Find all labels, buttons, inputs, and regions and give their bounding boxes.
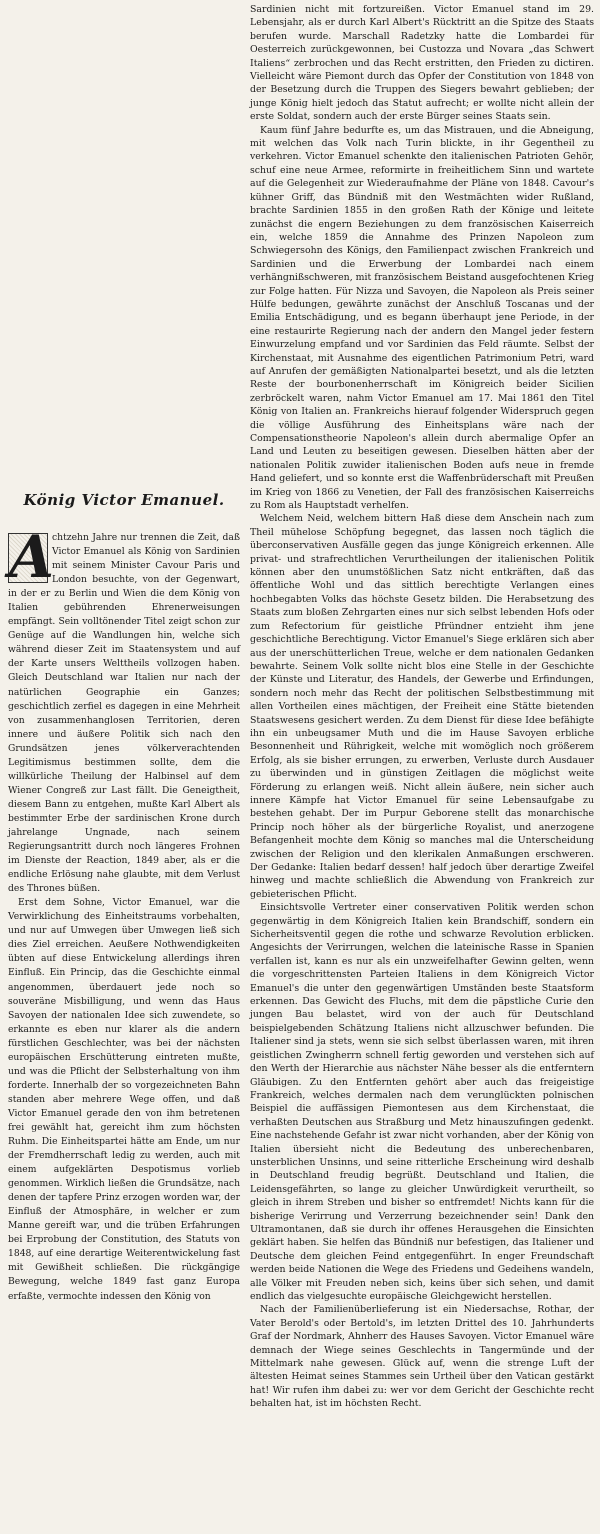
paragraph: Kaum fünf Jahre bedurfte es, um das Mistrauen, und die Abneigung, mit welchen das Volk nach Turin blickte, in ihr Gegentheil zu verkehren. Victor Emanuel schenkte den italienischen Patrioten Gehör, schuf eine neue Armee, reformirte in freiheitlichem Sinn und wartete auf die Gelegenheit zur Wiederaufnahme der Pläne von 1848. Cavour's kühner Griff, das Bündniß mit den Westmächten wider Rußland, brachte Sardinien 1855 in den großen Rath der Könige und leitete zunächst die engern Beziehungen zu dem französischen Kaiserreich ein, welche 1859 die Annahme des Prinzen Napoleon zum Schwiegersohn des Königs, den Familienpact zwischen Frankreich und Sardinien und die Erwerbung der Lombardei nach einem verhängnißschweren, mit französischem Beistand ausgefochtenen Krieg zur Folge hatten. Für Nizza und Savoyen, die Napoleon als Preis seiner Hülfe bedungen, gewährte zunächst der Anschluß Toscanas und der Emilia Entschädigung, und es begann überhaupt jene Periode, in der eine restaurirte Regierung nach der andern den Mangel jeder festern Einwurzelung empfand und vor Sardinien das Feld räumte. Selbst der Kirchenstaat, mit Ausnahme des eigentlichen Patrimonium Petri, ward auf Anrufen der gemäßigten Nationalpartei besetzt, und als die letzten Reste der bourbonenherrschaft im Königreich beider Sicilien zerbröckelt waren, nahm Victor Emanuel am 17. Mai 1861 den Titel König von Italien an. Frankreichs hierauf folgender Widerspruch gegen die völlige Ausführung des Einheitsplans wäre nach der Compensationstheorie Napoleon's allein durch abermalige Opfer an Land und Leuten zu beseitigen gewesen. Dieselben hätten aber der nationalen Politik zuwider italienischen Boden aufs neue in fremde Hand geliefert, und so konnte erst die Waffenbrüderschaft mit Preußen im Krieg von 1866 zu Venetien, der Fall des französischen Kaiserreichs zu Rom als Hauptstadt verhelfen. — [250, 124, 594, 512]
paragraph-intro — [8, 523, 240, 896]
dropcap-initial: A — [9, 523, 55, 591]
left-column — [8, 3, 240, 1534]
paragraph: Erst dem Sohne, Victor Emanuel, war die Verwirklichung des Einheitstraums vorbehalten, und nur auf Umwegen über Umwegen ließ sich dies Ziel erreichen. Aeußere Nothwendigkeiten übten auf diese Entwickelung allerdings ihren Einfluß. Ein Princip, das die Geschichte einmal angenommen, überdauert jede noch so souveräne Misbilligung, und wenn das Haus Savoyen der nationalen Idee sich zuwendete, so erkannte es eben nur klarer als die andern fürstlichen Geschlechter, was bei der nächsten europäischen Erschütterung eintreten mußte, und was die Pflicht der Selbsterhaltung von ihm forderte. Innerhalb der so vorgezeichneten Bahn standen aber mehrere Wege offen, und daß Victor Emanuel gerade den von ihm betretenen frei gewählt hat, gereicht ihm zum höchsten Ruhm. Die Einheitspartei hätte am Ende, um nur der Fremdherrschaft ledig zu werden, auch mit einem aufgeklärten Despotismus vorlieb genommen. Wirklich ließen die Grundsätze, nach denen der tapfere Prinz erzogen worden war, der Einfluß der Atmosphäre, in welcher er zum Manne gereift war, und die trüben Erfahrungen bei Erprobung der Constitution, des Statuts von 1848, auf eine derartige Weiterentwickelung fast mit Gewißheit schließen. Die rückgängige Bewegung, welche 1849 fast ganz Europa erfaßte, vermochte indessen den König von — [8, 897, 240, 1302]
paragraph: Einsichtsvolle Vertreter einer conservativen Politik werden schon gegenwärtig in dem Königreich Italien kein Brandschiff, sondern ein Sicherheitsventil gegen die rothe und schwarze Revolution erblicken. Angesichts der Verirrungen, welchen die lateinische Rasse in Spanien verfallen ist, kann es nur als ein unzweifelhafter Gewinn gelten, wenn die vorgeschrittensten Parteien Italiens in dem Königreich Victor Emanuel's die unter den gegenwärtigen Umständen beste Staatsform erkennen. Das Gewicht des Fluchs, mit dem die päpstliche Curie den jungen Bau belastet, wird von der auch für Deutschland beispielgebenden Schätzung Italiens nicht allzuschwer befunden. Die Italiener sind ja stets, wenn sie sich selbst überlassen waren, mit ihren geistlichen Zwingherrn schnell fertig geworden und verstehen sich auf den Werth der Hierarchie aus nächster Nähe besser als die entferntern Gläubigen. Zu den Entfernten gehört aber auch das freigeistige Frankreich, welches dermalen nach dem verunglückten polnischen Beispiel die auffässigen Piemontesen aus dem Kirchenstaat, die verhaßten Deutschen aus Straßburg und Metz hinauszufingen gedenkt. Eine nachstehende Gefahr ist zwar nicht vorhanden, aber der König von Italien übersieht nicht die Bedeutung des unberechenbaren, unsterblichen Unsinns, und seine ritterliche Erscheinung wird deshalb in Deutschland freudig begrüßt. Deutschland und Italien, die Leidensgefährten, so lange zu gleicher Unwürdigkeit verurtheilt, so gleich in ihrem Streben und bisher so entfremdet! Nichts kann für die bisherige Verirrung und Verzerrung bezeichnender sein! Dank den Ultramontanen, daß sie durch ihr offenes Herausgehen die Einsichten geklärt haben. Sie helfen das Bündniß nur befestigen, das Italiener und Deutsche dem gleichen Feind entgegenführt. In enger Freundschaft werden beide Nationen die Wege des Friedens und Gedeihens wandeln, alle Völker mit Freuden neben sich, keins über sich sehen, und damit endlich das vielgesuchte europäische Gleichgewicht herstellen. — [250, 902, 594, 1302]
paragraph-text: chtzehn Jahre nur trennen die Zeit, daß Victor Emanuel als König von Sardinien mit seinem Minister Cavour Paris und London besuchte, von der Gegenwart, in der er zu Berlin und Wien die dem König von Italien gebührenden Ehrenerweisungen empfängt. Sein volltönender Titel zeigt schon zur Genüge auf die Wandlungen hin, welche sich während dieser Zeit im Staatensystem und auf der Karte unsers Welttheils vollzogen haben. Gleich Deutschland war Italien nur nach der natürlichen Geographie ein Ganzes; geschichtlich zerfiel es dagegen in eine Mehrheit von zusammenhanglosen Territorien, deren innere und äußere Politik sich nach den Grundsätzen jenes völkerverachtenden Legitimismus bestimmen sollte, dem die willkürliche Theilung der Halbinsel auf dem Wiener Congreß zur Last fällt. Die Geneigtheit, diesem Bann zu entgehen, mußte Karl Albert als bestimmter Erbe der sardinischen Krone durch jahrelange Ungnade, nach seinem Regierungsantritt durch noch längeres Frohnen im Dienste der Reaction, 1849 aber, als er die endliche Erlösung nahe glaubte, mit dem Verlust des Thrones büßen. — [8, 532, 240, 895]
article-title: König Victor Emanuel. — [23, 491, 225, 509]
paragraph: Nach der Familienüberlieferung ist ein Niedersachse, Rothar, der Vater Berold's oder Bertold's, im letzten Drittel des 10. Jahrhunderts Graf der Nordmark, Ahnherr des Hauses Savoyen. Victor Emanuel wäre demnach der Wiege seines Geschlechts in Tangermünde und der Mittelmark nahe gewesen. Glück auf, wenn die strenge Luft der ältesten Heimat seines Stammes sein Urtheil über den Vatican gestärkt hat! Wir rufen ihm dabei zu: wer vor dem Gericht der Geschichte recht behalten hat, ist im höchsten Recht. — [250, 1304, 594, 1410]
paragraph: Welchem Neid, welchem bittern Haß diese dem Anschein nach zum Theil mühelose Schöpfung begegnet, das lassen noch täglich die überconservativen Ausfälle gegen das junge Königreich erkennen. Alle privat- und strafrechtlichen Verurtheilungen der italienischen Politik können aber den unumstößlichen Satz nicht entkräften, daß das öffentliche Wohl und das sittlich berechtigte Verlangen eines hochbegabten Volks das höchste Gesetz bilden. Die Herabsetzung des Staats zum bloßen Zehrgarten eines nur sich selbst lebenden Hofs oder zum Refectorium für geistliche Pfründner entzieht ihm jene geschichtliche Berechtigung. Victor Emanuel's Siege erklären sich aber aus der unerschütterlichen Treue, welche er dem nationalen Gedanken bewahrte. Seinem Volk sollte nicht blos eine Stelle in der Geschichte der Künste und Literatur, des Handels, der Gewerbe und Erfindungen, sondern noch mehr das Recht der politischen Selbstbestimmung mit allen Vortheilen eines mächtigen, der Freiheit eine Stätte bietenden Staatswesens gesichert werden. Zu dem Dienst für diese Idee befähigte ihn ein unbeugsamer Muth und die im Hause Savoyen erbliche Besonnenheit und Rührigkeit, welche mit womöglich noch größerem Erfolg, als sie bisher errungen, zu erwerben, Verluste durch Ausdauer zu überwinden und in günstigen Zeitlagen die möglichst weite Förderung zu erlangen weiß. Nicht allein äußere, nein sicher auch innere Kämpfe hat Victor Emanuel für seine Lebensaufgabe zu bestehen gehabt. Der im Purpur Geborene stellt das monarchische Princip noch höher als der bürgerliche Royalist, und anerzogene Befangenheit mochte dem König so manches mal die Unterscheidung zwischen der Religion und den klerikalen Anmaßungen erschweren. Der Gedanke: Italien bedarf dessen! half jedoch über derartige Zweifel hinweg und machte schließlich die Abwendung von Frankreich zur gebieterischen Pflicht. — [250, 513, 594, 900]
right-column — [250, 3, 594, 1534]
paragraph: Sardinien nicht mit fortzureißen. Victor Emanuel stand im 29. Lebensjahr, als er durch Karl Albert's Rücktritt an die Spitze des Staats berufen wurde. Marschall Radetzky hatte die Lombardei für Oesterreich zurückgewonnen, bei Custozza und Novara „das Schwert Italiens“ zerbrochen und das Recht erstritten, den Frieden zu dictiren. Vielleicht wäre Piemont durch das Opfer der Constitution von 1848 von der Besetzung durch die Truppen des Siegers bewahrt geblieben; der junge König hielt jedoch das Statut aufrecht; er wollte nicht allein der erste Soldat, sondern auch der erste Bürger seines Staats sein. — [250, 4, 594, 123]
